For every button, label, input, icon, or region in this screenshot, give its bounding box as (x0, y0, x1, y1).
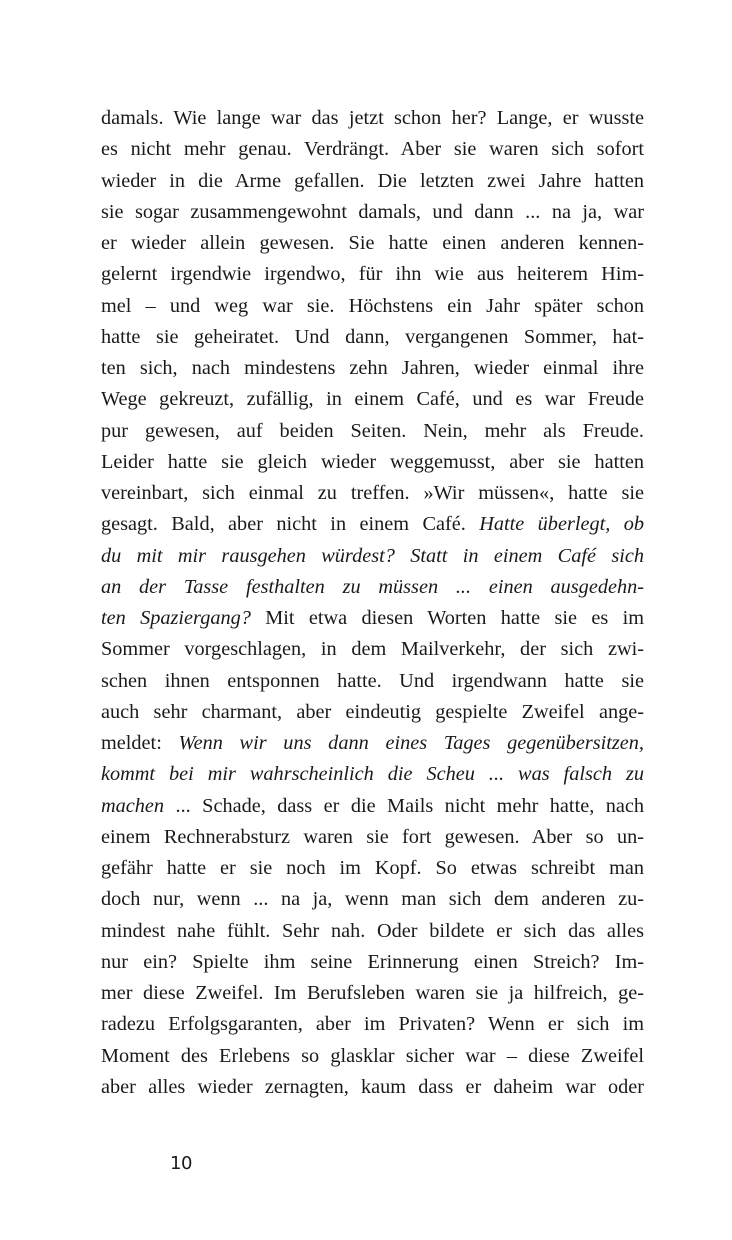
text-segment: Wege gekreuzt, zufällig, in einem Café, und es war Freude (101, 388, 644, 411)
text-segment: ... Schade, dass er die Mails nicht mehr hatte, nach (164, 794, 644, 817)
text-line (101, 1041, 644, 1072)
text-line (101, 759, 644, 790)
text-line (101, 1009, 644, 1040)
text-line (101, 259, 644, 290)
text-segment: aber alles wieder zernagten, kaum dass er daheim war oder (101, 1075, 644, 1098)
text-segment: mel – und weg war sie. Höchstens ein Jahr später schon (101, 294, 644, 317)
text-line (101, 978, 644, 1009)
text-line (101, 228, 644, 259)
text-line (101, 728, 644, 759)
text-segment: gelernt irgendwie irgendwo, für ihn wie aus heiterem Him- (101, 263, 644, 286)
text-line (101, 134, 644, 165)
text-line (101, 884, 644, 915)
text-segment: Mit etwa diesen Worten hatte sie es im (250, 607, 644, 629)
text-line (101, 447, 644, 478)
text-line (101, 166, 644, 197)
text-segment: schen ihnen entsponnen hatte. Und irgendwann hatte sie (101, 669, 644, 692)
text-segment: hatte sie geheiratet. Und dann, vergangenen Sommer, hat- (101, 325, 644, 348)
text-segment: ten sich, nach mindestens zehn Jahren, wieder einmal ihre (101, 357, 644, 379)
text-line (101, 666, 644, 697)
text-line (101, 322, 644, 353)
text-line (101, 1072, 644, 1103)
italic-text-segment: an der Tasse festhalten zu müssen ... einen ausgedehn- (101, 575, 644, 598)
italic-text-segment: ten Spaziergang? (101, 607, 251, 629)
text-segment: auch sehr charmant, aber eindeutig gespielte Zweifel ange- (101, 700, 644, 723)
text-line (101, 572, 644, 603)
text-line (101, 478, 644, 509)
text-line (101, 416, 644, 447)
text-segment: Moment des Erlebens so glasklar sicher war – diese Zweifel (101, 1044, 644, 1067)
text-line (101, 947, 644, 978)
text-segment: damals. Wie lange war das jetzt schon her? Lange, er wusste (101, 107, 644, 129)
text-line (101, 353, 644, 384)
text-line (101, 822, 644, 853)
text-line (101, 916, 644, 947)
text-line (101, 634, 644, 665)
text-segment: sie sogar zusammengewohnt damals, und dann ... na ja, war (101, 200, 644, 223)
text-line (101, 103, 644, 134)
italic-text-segment: Hatte überlegt, ob (479, 513, 645, 536)
text-segment: es nicht mehr genau. Verdrängt. Aber sie waren sich sofort (101, 138, 644, 161)
text-segment: einem Rechnerabsturz waren sie fort gewesen. Aber so un- (101, 825, 644, 848)
text-segment: Leider hatte sie gleich wieder weggemusst, aber sie hatten (101, 450, 644, 473)
text-segment: nur ein? Spielte ihm seine Erinnerung einen Streich? Im- (101, 950, 644, 973)
text-line (101, 291, 644, 322)
italic-text-segment: kommt bei mir wahrscheinlich die Scheu ... was falsch zu (101, 763, 644, 786)
text-segment: meldet: (101, 732, 179, 754)
text-line (101, 791, 644, 822)
text-line (101, 509, 644, 540)
text-segment: mindest nahe fühlt. Sehr nah. Oder bildete er sich das alles (101, 919, 644, 942)
text-segment: vereinbart, sich einmal zu treffen. »Wir müssen«, hatte sie (101, 482, 644, 504)
text-segment: wieder in die Arme gefallen. Die letzten zwei Jahre hatten (101, 169, 644, 192)
text-line (101, 541, 644, 572)
body-text (101, 103, 644, 1103)
text-segment: doch nur, wenn ... na ja, wenn man sich dem anderen zu- (101, 888, 644, 911)
italic-text-segment: Wenn wir uns dann eines Tages gegenübersitzen, (178, 732, 644, 754)
text-line (101, 603, 644, 634)
text-line (101, 384, 644, 415)
text-line (101, 197, 644, 228)
text-segment: er wieder allein gewesen. Sie hatte einen anderen kennen- (101, 232, 644, 254)
italic-text-segment: du mit mir rausgehen würdest? Statt in einem Café sich (101, 544, 644, 567)
text-segment: radezu Erfolgsgaranten, aber im Privaten? Wenn er sich im (101, 1013, 644, 1036)
text-segment: Sommer vorgeschlagen, in dem Mailverkehr, der sich zwi- (101, 638, 644, 661)
text-segment: gefähr hatte er sie noch im Kopf. So etwas schreibt man (101, 857, 644, 879)
page-number: 10 (170, 1153, 192, 1174)
text-segment: pur gewesen, auf beiden Seiten. Nein, mehr als Freude. (101, 419, 644, 442)
text-segment: gesagt. Bald, aber nicht in einem Café. (101, 513, 480, 536)
text-segment: mer diese Zweifel. Im Berufsleben waren sie ja hilfreich, ge- (101, 982, 644, 1004)
text-line (101, 697, 644, 728)
text-line (101, 853, 644, 884)
italic-text-segment: machen (101, 794, 165, 817)
